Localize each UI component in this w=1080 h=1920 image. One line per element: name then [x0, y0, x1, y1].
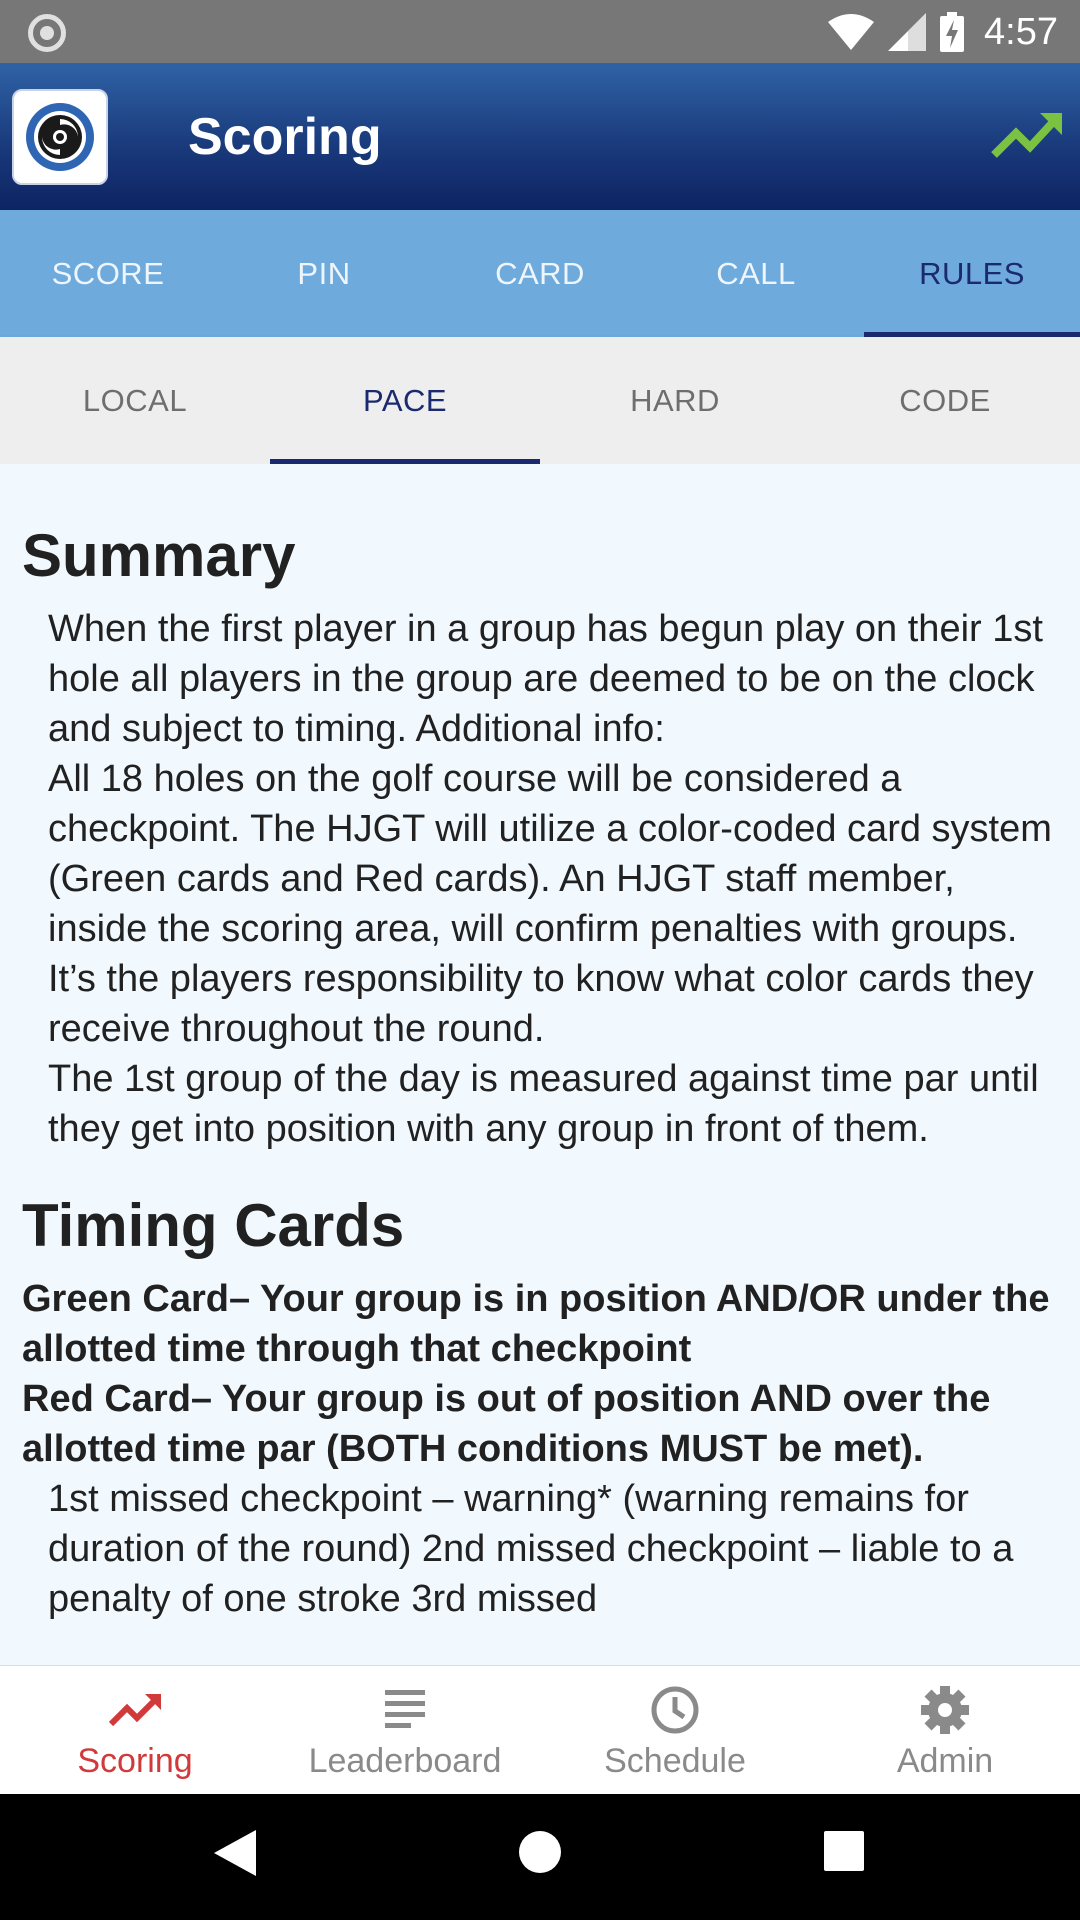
- cell-signal-icon: [888, 13, 926, 51]
- summary-paragraph-3: The 1st group of the day is measured against time par until they get into position with any group in front of them.: [48, 1058, 1039, 1150]
- sub-tab-bar: [0, 337, 1080, 464]
- trending-up-icon: [107, 1684, 163, 1736]
- timing-cards-heading: Timing Cards: [22, 1192, 405, 1259]
- summary-paragraph-1: When the first player in a group has begun play on their 1st hole all players in the group are deemed to be on the clock and subject to timing. Additional info:: [48, 608, 1043, 750]
- nav-schedule[interactable]: [540, 1666, 810, 1794]
- rules-content[interactable]: [0, 464, 1080, 1665]
- notification-dot-icon: [28, 14, 66, 52]
- missed-checkpoint-text: 1st missed checkpoint – warning* (warning remains for duration of the round) 2nd missed checkpoint – liable to a penalty of one stroke 3rd missed: [48, 1478, 1014, 1620]
- system-navigation-bar: [0, 1794, 1080, 1920]
- nav-scoring-label: Scoring: [77, 1742, 193, 1780]
- nav-leaderboard-label: Leaderboard: [308, 1742, 502, 1780]
- nav-leaderboard[interactable]: [270, 1666, 540, 1794]
- subtab-pace[interactable]: PACE: [270, 337, 540, 464]
- tab-card[interactable]: CARD: [495, 255, 585, 291]
- nav-scoring[interactable]: [0, 1666, 270, 1794]
- nav-admin[interactable]: [810, 1666, 1080, 1794]
- recent-apps-icon[interactable]: [824, 1831, 864, 1871]
- summary-heading: Summary: [22, 522, 296, 589]
- subtab-code[interactable]: CODE: [899, 382, 991, 418]
- page-title: Scoring: [188, 108, 382, 166]
- battery-charging-icon: [940, 12, 964, 52]
- status-time: 4:57: [984, 10, 1058, 53]
- subtab-local[interactable]: LOCAL: [82, 382, 188, 418]
- tab-score[interactable]: SCORE: [51, 255, 165, 291]
- green-card-rule: Green Card– Your group is in position AND/OR under the allotted time through that checkpoint: [22, 1278, 1050, 1370]
- status-icons: [828, 6, 1058, 58]
- tab-call[interactable]: CALL: [716, 255, 796, 291]
- gear-icon: [917, 1684, 973, 1736]
- status-bar: [0, 0, 1080, 63]
- nav-schedule-label: Schedule: [604, 1742, 746, 1780]
- home-icon[interactable]: [519, 1831, 561, 1873]
- back-icon[interactable]: [214, 1830, 256, 1876]
- top-tab-bar: [0, 210, 1080, 337]
- summary-paragraph-2: All 18 holes on the golf course will be considered a checkpoint. The HJGT will utilize a color-coded card system (Green cards and Red cards). An HJGT staff member, inside the scoring area, will confirm penalties with groups. It’s the players responsibility to know what color cards they receive throughout the round.: [48, 758, 1052, 1050]
- tab-pin[interactable]: PIN: [297, 255, 351, 291]
- red-card-rule: Red Card– Your group is out of position AND over the allotted time par (BOTH conditions MUST be met).: [22, 1378, 991, 1470]
- trending-up-icon[interactable]: [990, 107, 1064, 163]
- nav-admin-label: Admin: [896, 1742, 994, 1780]
- wifi-icon: [828, 14, 874, 50]
- subtab-hard[interactable]: HARD: [630, 382, 720, 418]
- tab-rules[interactable]: RULES: [864, 210, 1080, 337]
- bottom-navigation: [0, 1665, 1080, 1794]
- app-bar: [0, 63, 1080, 210]
- list-lines-icon: [377, 1684, 433, 1736]
- hurricane-logo-icon[interactable]: [12, 89, 108, 185]
- clock-icon: [647, 1684, 703, 1736]
